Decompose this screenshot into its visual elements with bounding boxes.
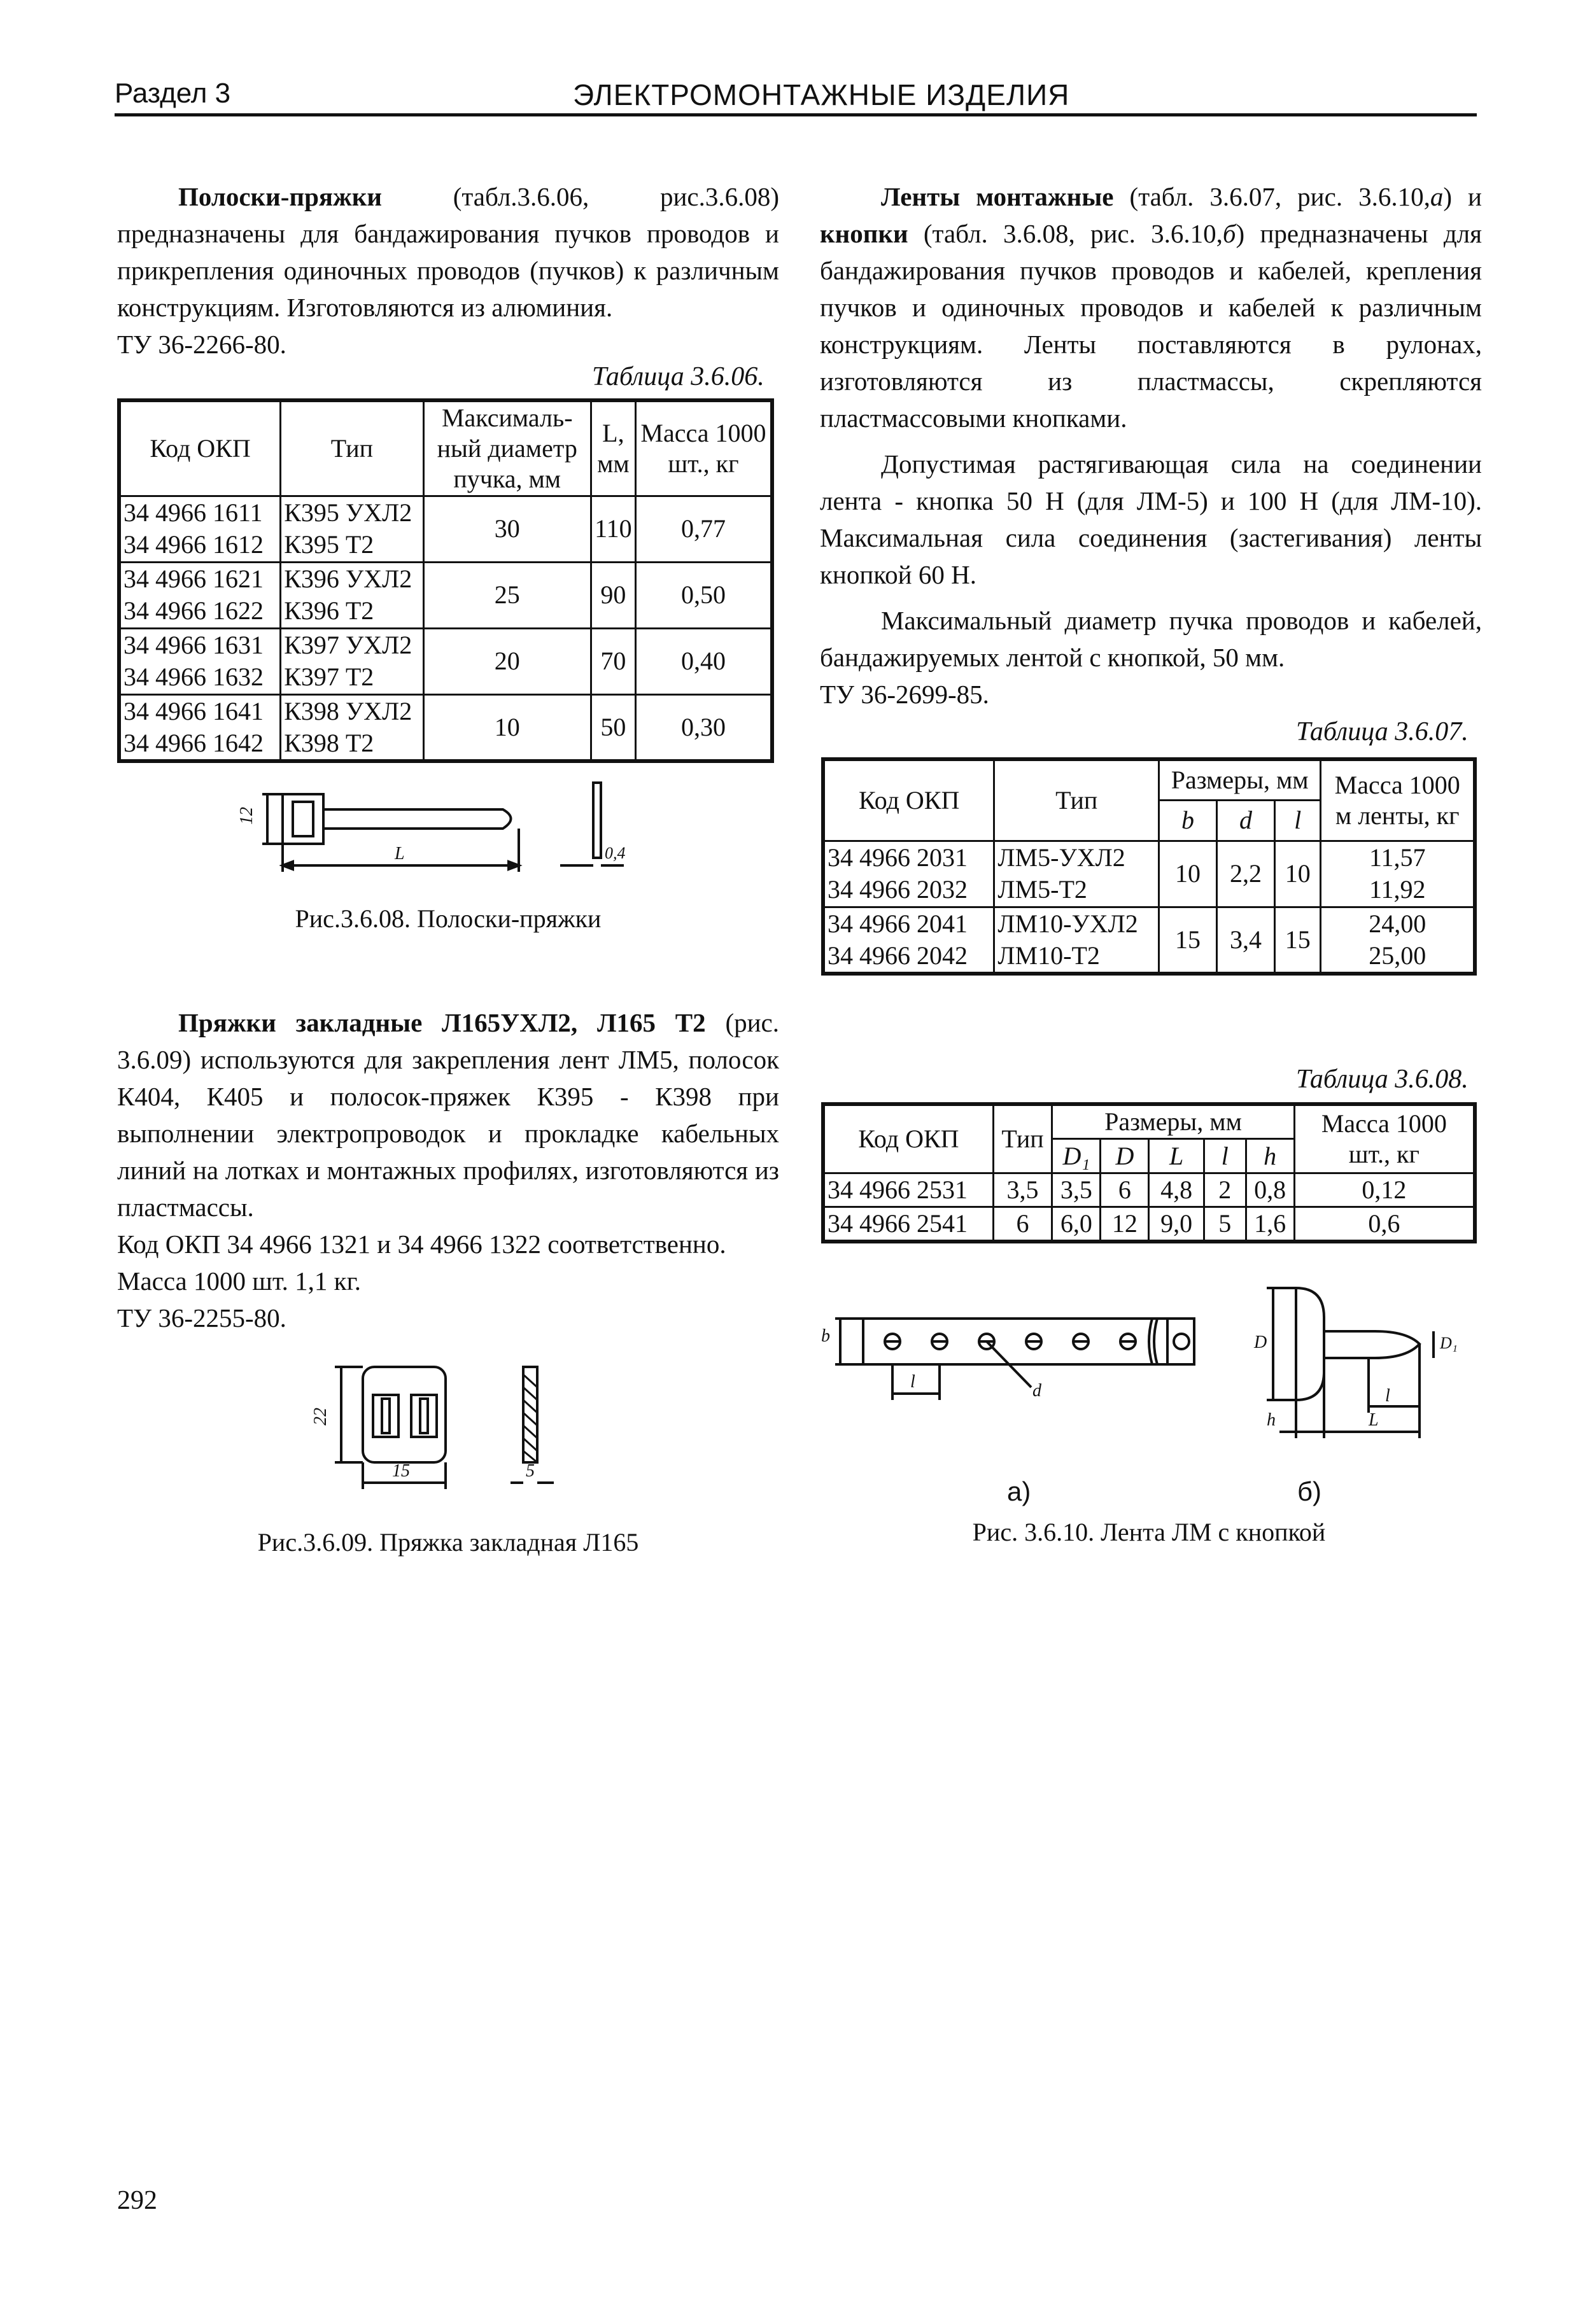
fig-310-label-h: h <box>1267 1410 1276 1430</box>
cell-type: 3,5 <box>993 1173 1052 1207</box>
th-dd: D <box>1101 1139 1149 1173</box>
cell-d: 3,4 <box>1217 907 1275 974</box>
cell-diam: 20 <box>423 628 591 694</box>
fig-310-label-b: b <box>821 1326 830 1346</box>
fig-309-dim-15: 15 <box>392 1461 410 1481</box>
cell-code: 34 4966 1612 <box>123 530 264 559</box>
page-number: 292 <box>117 2186 157 2215</box>
cell-h: 1,6 <box>1246 1207 1294 1242</box>
cell-code: 34 4966 1632 <box>123 662 264 691</box>
cell-b: 15 <box>1159 907 1217 974</box>
cell-d1: 3,5 <box>1052 1173 1101 1207</box>
fig-310-label-d: d <box>1032 1381 1041 1401</box>
cell-type: ЛМ10-УХЛ2 <box>997 909 1138 938</box>
th-l: L, мм <box>591 400 635 496</box>
cell-code: 34 4966 1631 <box>123 631 264 659</box>
cell-code: 34 4966 2032 <box>828 875 968 904</box>
cell-type: К395 Т2 <box>284 530 374 559</box>
term-knopki: кнопки <box>820 219 908 248</box>
fig-308-dim-l: L <box>395 844 405 864</box>
right-intro <box>820 178 1482 713</box>
th-code: Код ОКП <box>823 1104 993 1173</box>
cell-l: 10 <box>1275 841 1321 907</box>
cell-mass: 0,77 <box>635 496 772 562</box>
th-type: Тип <box>993 1104 1052 1173</box>
cell-ll: 9,0 <box>1149 1207 1204 1242</box>
cell-code: 34 4966 2042 <box>828 941 968 970</box>
table-308-caption: Таблица 3.6.08. <box>1296 1065 1469 1094</box>
fig-310-label-D1: D₁ <box>1440 1334 1458 1352</box>
right-text: а <box>1430 182 1444 211</box>
right-p2: Допустимая растягивающая сила на соединении лента - кнопка 50 Н (для ЛМ-5) и 100 Н (для ЛМ-10). Максимальная сила соединения (застегивания) ленты кнопкой 60 Н. <box>820 449 1482 589</box>
cell-diam: 30 <box>423 496 591 562</box>
table-row <box>119 496 772 562</box>
cell-mass: 0,30 <box>635 694 772 761</box>
fig-310-label-l2: l <box>1385 1386 1390 1406</box>
fig-310-drawing <box>821 1279 1458 1470</box>
th-l: l <box>1204 1139 1246 1173</box>
header-rule <box>115 113 1477 116</box>
fig-309-dim-5: 5 <box>526 1461 535 1481</box>
left-tu-2: ТУ 36-2255-80. <box>117 1303 286 1333</box>
cell-type: К396 УХЛ2 <box>284 564 412 593</box>
cell-l: 15 <box>1275 907 1321 974</box>
cell-type: К397 Т2 <box>284 662 374 691</box>
cell-type: 6 <box>993 1207 1052 1242</box>
cell-code: 34 4966 1641 <box>123 696 264 725</box>
cell-l: 50 <box>591 694 635 761</box>
left-intro <box>117 178 779 363</box>
th-sizes: Размеры, мм <box>1159 759 1321 800</box>
th-d1: D₁ <box>1052 1139 1101 1173</box>
th-d: d <box>1217 800 1275 841</box>
cell-mass: 11,92 <box>1369 875 1426 904</box>
term-buckles: Пряжки закладные Л165УХЛ2, Л165 Т2 <box>178 1008 706 1037</box>
left-intro-text: (табл.3.6.06, рис.3.6.08) предназначены для бандажирования пучков проводов и прикрепления одиночных проводов (пучков) к различным конструкциям. Изготовляются из алюминия. <box>117 182 779 322</box>
left-buckles-text: (рис. 3.6.09) используются для закрепления лент ЛМ5, полосок К404, К405 и полосок-пряжек К395 - К398 при выполнении электропроводок и прокладке кабельных линий на лотках и монтажных профилях, изготовляются из пластмассы. <box>117 1008 779 1222</box>
th-code: Код ОКП <box>823 759 994 841</box>
cell-b: 10 <box>1159 841 1217 907</box>
left-code: Код ОКП 34 4966 1321 и 34 4966 1322 соответственно. <box>117 1229 726 1259</box>
th-type: Тип <box>994 759 1159 841</box>
cell-type: ЛМ5-Т2 <box>997 875 1087 904</box>
fig-310-caption: Рис. 3.6.10. Лента ЛМ с кнопкой <box>972 1518 1326 1546</box>
right-text: ) предназначены для бандажирования пучков проводов и кабелей, крепления пучков и одиночных проводов и кабелей к различным конструкциям. Ленты поставляются в рулонах, изготовляются из пластмассы, скрепляются пластмассовыми кнопками. <box>820 219 1482 433</box>
fig-309-dim-22: 22 <box>311 1408 330 1425</box>
cell-mass: 0,12 <box>1294 1173 1475 1207</box>
left-tu-1: ТУ 36-2266-80. <box>117 330 286 359</box>
cell-code: 34 4966 2031 <box>828 843 968 872</box>
cell-mass: 0,50 <box>635 562 772 628</box>
cell-mass: 0,6 <box>1294 1207 1475 1242</box>
th-mass: Масса 1000 шт., кг <box>1294 1104 1475 1173</box>
table-row <box>823 907 1475 974</box>
fig-308-caption: Рис.3.6.08. Полоски-пряжки <box>295 904 602 933</box>
fig-310-sub-b: б) <box>1297 1476 1322 1506</box>
th-b: b <box>1159 800 1217 841</box>
right-p3: Максимальный диаметр пучка проводов и кабелей, бандажируемых лентой с кнопкой, 50 мм. <box>820 606 1482 672</box>
term-lenty: Ленты монтажные <box>881 182 1114 211</box>
fig-310-label-L: L <box>1369 1410 1379 1430</box>
cell-code: 34 4966 2541 <box>823 1207 993 1242</box>
table-306-caption: Таблица 3.6.06. <box>592 362 764 391</box>
th-diam: Максималь-ный диаметр пучка, мм <box>423 400 591 496</box>
cell-code: 34 4966 1611 <box>123 498 263 527</box>
table-307-caption: Таблица 3.6.07. <box>1296 717 1469 746</box>
cell-d: 6 <box>1101 1173 1149 1207</box>
cell-d: 12 <box>1101 1207 1149 1242</box>
cell-mass: 11,57 <box>1369 843 1426 872</box>
table-row <box>119 628 772 694</box>
fig-308-drawing <box>229 776 675 891</box>
fig-309-caption: Рис.3.6.09. Пряжка закладная Л165 <box>257 1528 639 1557</box>
right-text: (табл. 3.6.08, рис. 3.6.10, <box>908 219 1223 248</box>
right-text: (табл. 3.6.07, рис. 3.6.10, <box>1113 182 1430 211</box>
cell-mass: 0,40 <box>635 628 772 694</box>
cell-l: 5 <box>1204 1207 1246 1242</box>
th-type: Тип <box>281 400 423 496</box>
cell-l: 2 <box>1204 1173 1246 1207</box>
table-row <box>823 841 1475 907</box>
cell-type: К398 УХЛ2 <box>284 696 412 725</box>
cell-type: К398 Т2 <box>284 728 374 757</box>
cell-type: К396 Т2 <box>284 596 374 625</box>
cell-h: 0,8 <box>1246 1173 1294 1207</box>
th-ll: L <box>1149 1139 1204 1173</box>
cell-code: 34 4966 2531 <box>823 1173 993 1207</box>
table-row <box>823 1173 1475 1207</box>
cell-code: 34 4966 1642 <box>123 728 264 757</box>
fig-308-dim-12: 12 <box>237 807 257 825</box>
th-code: Код ОКП <box>119 400 281 496</box>
cell-l: 70 <box>591 628 635 694</box>
right-text: б <box>1222 219 1236 248</box>
table-row <box>119 694 772 761</box>
right-text: ) и <box>1443 182 1482 211</box>
right-tu: ТУ 36-2699-85. <box>820 680 989 709</box>
th-mass: Масса 1000 шт., кг <box>635 400 772 496</box>
page-header <box>115 71 1477 116</box>
cell-type: К395 УХЛ2 <box>284 498 412 527</box>
cell-type: ЛМ5-УХЛ2 <box>997 843 1125 872</box>
cell-l: 90 <box>591 562 635 628</box>
fig-309-drawing <box>312 1355 579 1508</box>
table-307 <box>821 757 1477 976</box>
table-308 <box>821 1102 1477 1243</box>
th-l: l <box>1275 800 1321 841</box>
term-polosky: Полоски-пряжки <box>178 182 383 211</box>
left-buckles <box>117 1004 779 1336</box>
cell-mass: 25,00 <box>1369 941 1427 970</box>
table-row <box>119 562 772 628</box>
cell-ll: 4,8 <box>1149 1173 1204 1207</box>
th-mass: Масса 1000 м ленты, кг <box>1321 759 1475 841</box>
th-h: h <box>1246 1139 1294 1173</box>
table-row <box>823 1207 1475 1242</box>
cell-d1: 6,0 <box>1052 1207 1101 1242</box>
cell-code: 34 4966 1621 <box>123 564 264 593</box>
cell-l: 110 <box>591 496 635 562</box>
fig-310-sub-a: а) <box>1007 1476 1031 1506</box>
cell-type: К397 УХЛ2 <box>284 631 412 659</box>
cell-mass: 24,00 <box>1369 909 1427 938</box>
fig-310-label-l: l <box>910 1372 915 1392</box>
header-title: ЭЛЕКТРОМОНТАЖНЫЕ ИЗДЕЛИЯ <box>573 78 1070 111</box>
th-sizes: Размеры, мм <box>1052 1104 1294 1139</box>
cell-type: ЛМ10-Т2 <box>997 941 1100 970</box>
fig-308-dim-04: 0,4 <box>605 844 626 862</box>
cell-diam: 25 <box>423 562 591 628</box>
cell-code: 34 4966 1622 <box>123 596 264 625</box>
fig-310-label-D: D <box>1254 1333 1267 1352</box>
left-mass: Масса 1000 шт. 1,1 кг. <box>117 1266 362 1296</box>
cell-d: 2,2 <box>1217 841 1275 907</box>
table-306 <box>117 398 774 763</box>
section-label: Раздел 3 <box>115 78 231 109</box>
cell-diam: 10 <box>423 694 591 761</box>
cell-code: 34 4966 2041 <box>828 909 968 938</box>
